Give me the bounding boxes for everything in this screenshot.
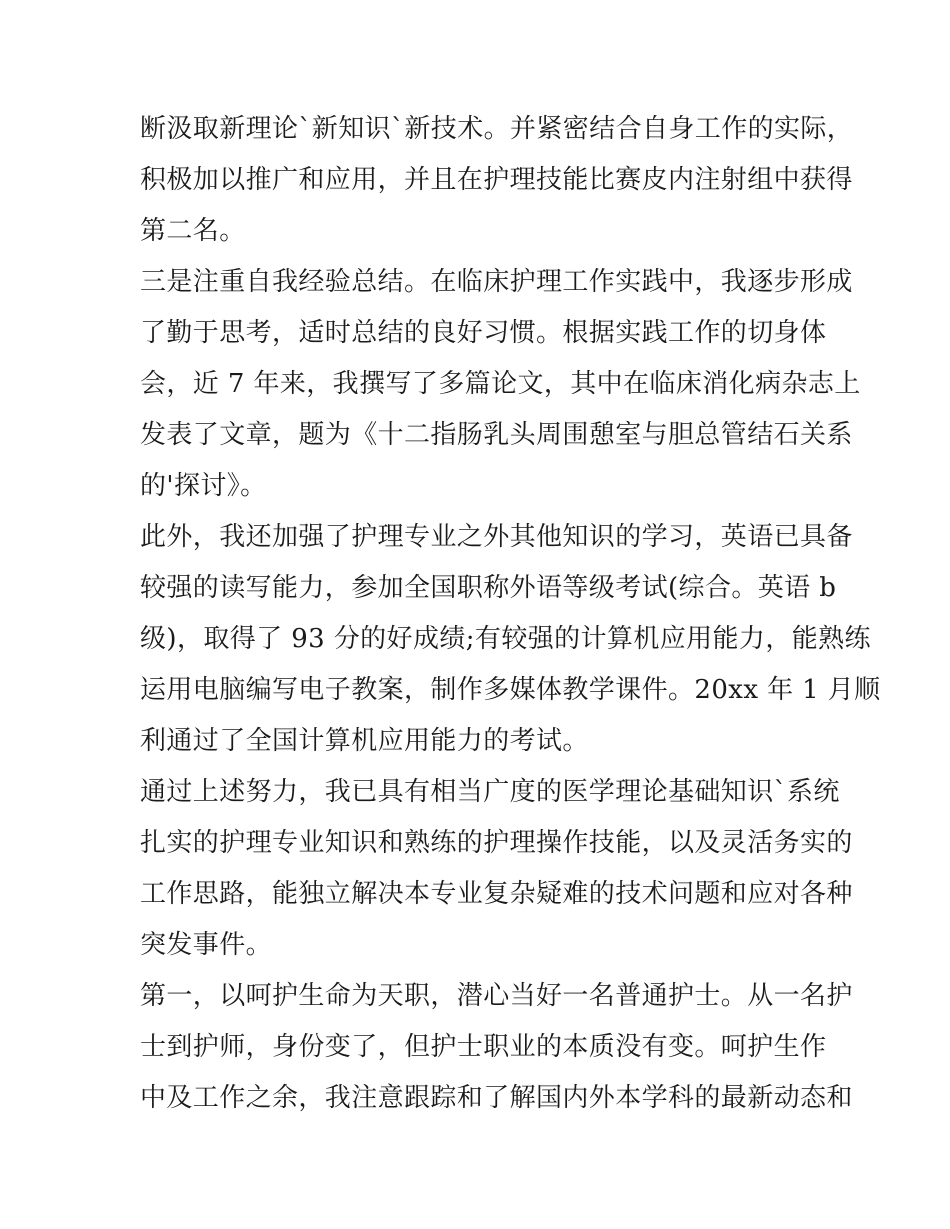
text-line: 积极加以推广和应用，并且在护理技能比赛皮内注射组中获得 xyxy=(140,165,853,195)
text-line: 工作思路，能独立解决本专业复杂疑难的技术问题和应对各种 xyxy=(140,879,853,909)
text-line: 三是注重自我经验总结。在临床护理工作实践中，我逐步形成 xyxy=(140,267,853,297)
text-line: 运用电脑编写电子教案，制作多媒体教学课件。20xx 年 1 月顺 xyxy=(140,675,881,705)
text-line: 的'探讨》。 xyxy=(140,471,267,501)
text-line: 士到护师，身份变了，但护士职业的本质没有变。呵护生作 xyxy=(140,1032,827,1062)
text-line: 通过上述努力，我已具有相当广度的医学理论基础知识`系统 xyxy=(140,777,840,807)
text-line: 会，近 7 年来，我撰写了多篇论文，其中在临床消化病杂志上 xyxy=(140,369,861,399)
text-line: 利通过了全国计算机应用能力的考试。 xyxy=(140,726,589,756)
text-line: 扎实的护理专业知识和熟练的护理操作技能，以及灵活务实的 xyxy=(140,828,853,858)
text-line: 中及工作之余，我注意跟踪和了解国内外本学科的最新动态和 xyxy=(140,1083,853,1113)
text-line: 较强的读写能力，参加全国职称外语等级考试(综合。英语 b xyxy=(140,573,837,603)
text-line: 此外，我还加强了护理专业之外其他知识的学习，英语已具备 xyxy=(140,522,853,552)
document-body xyxy=(140,104,881,1124)
text-line: 级)，取得了 93 分的好成绩;有较强的计算机应用能力，能熟练 xyxy=(140,624,871,654)
text-line: 第二名。 xyxy=(140,216,246,246)
text-line: 发表了文章，题为《十二指肠乳头周围憩室与胆总管结石关系 xyxy=(140,420,853,450)
text-line: 第一，以呵护生命为天职，潜心当好一名普通护士。从一名护 xyxy=(140,981,853,1011)
text-line: 突发事件。 xyxy=(140,930,273,960)
text-line: 断汲取新理论`新知识`新技术。并紧密结合自身工作的实际， xyxy=(140,114,854,144)
text-line: 了勤于思考，适时总结的良好习惯。根据实践工作的切身体 xyxy=(140,318,827,348)
